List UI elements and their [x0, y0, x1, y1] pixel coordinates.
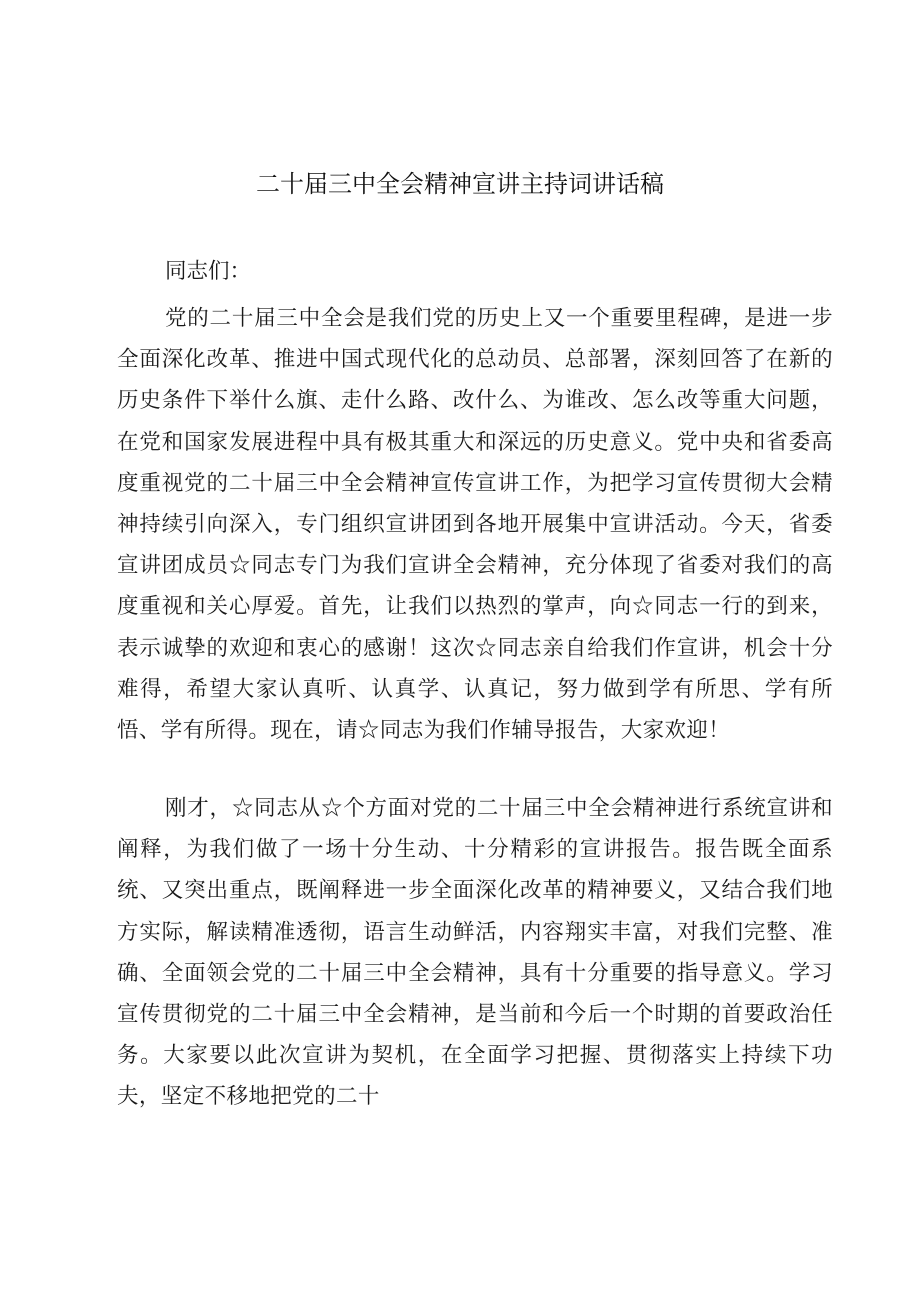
- paragraph-1: 党的二十届三中全会是我们党的历史上又一个重要里程碑，是进一步全面深化改革、推进中国式现代化的总动员、总部署，深刻回答了在新的历史条件下举什么旗、走什么路、改什么、为谁改、怎么改等重大问题，在党和国家发展进程中具有极其重大和深远的历史意义。党中央和省委高度重视党的二十届三中全会精神宣传宣讲工作，为把学习宣传贯彻大会精神持续引向深入，专门组织宣讲团到各地开展集中宣讲活动。今天，省委宣讲团成员☆同志专门为我们宣讲全会精神，充分体现了省委对我们的高度重视和关心厚爱。首先，让我们以热烈的掌声，向☆同志一行的到来，表示诚挚的欢迎和衷心的感谢！这次☆同志亲自给我们作宣讲，机会十分难得，希望大家认真听、认真学、认真记，努力做到学有所思、学有所悟、学有所得。现在，请☆同志为我们作辅导报告，大家欢迎！: [117, 306, 833, 744]
- paragraph-2: 刚才，☆同志从☆个方面对党的二十届三中全会精神进行系统宣讲和阐释，为我们做了一场十分生动、十分精彩的宣讲报告。报告既全面系统、又突出重点，既阐释进一步全面深化改革的精神要义，又结合我们地方实际，解读精准透彻，语言生动鲜活，内容翔实丰富，对我们完整、准确、全面领会党的二十届三中全会精神，具有十分重要的指导意义。学习宣传贯彻党的二十届三中全会精神，是当前和今后一个时期的首要政治任务。大家要以此次宣讲为契机，在全面学习把握、贯彻落实上持续下功夫，坚定不移地把党的二十: [117, 796, 833, 1110]
- salutation: 同志们：: [165, 259, 252, 284]
- document-title: 二十届三中全会精神宣讲主持词讲话稿: [256, 170, 664, 198]
